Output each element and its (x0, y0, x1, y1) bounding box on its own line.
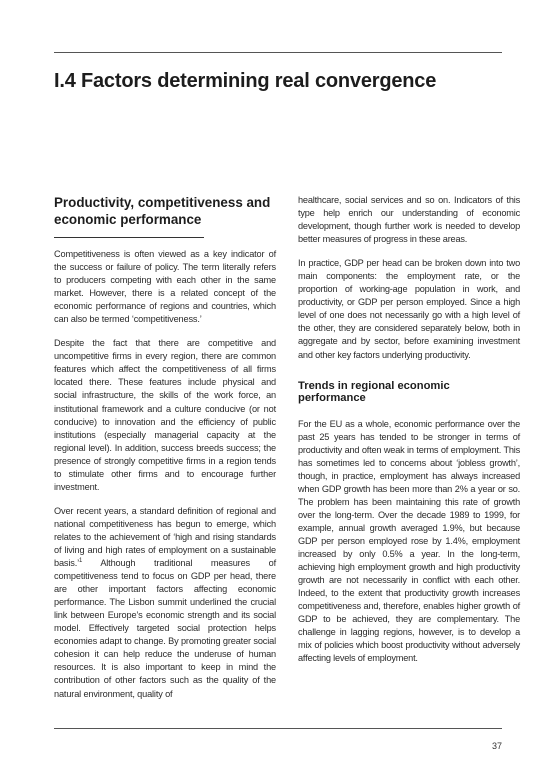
paragraph (54, 505, 276, 701)
chapter-title: I.4 Factors determining real convergence (54, 70, 437, 92)
heading-rule (54, 237, 204, 238)
footnote-marker[interactable]: 1 (79, 557, 83, 564)
paragraph: healthcare, social services and so on. Indicators of this type help enrich our understanding of economic development, though further work is needed to develop better measures of progress in these areas. (298, 195, 520, 245)
section-heading: Productivity, competitiveness and economic performance (54, 195, 271, 227)
right-column (298, 194, 520, 676)
bottom-rule (54, 728, 502, 729)
paragraph: In practice, GDP per head can be broken down into two main components: the employment rate, or the proportion of working-age population in work, and productivity, or GDP per person employed. Since a high level of one does not necessarily go with a high level of the other, they are considered separately below, both in aggregate and by sector, before examining investment and other key factors underlying productivity. (298, 258, 520, 360)
paragraph-text: Although traditional measures of competitiveness tend to focus on GDP per head, there are other important factors affecting economic performance. The Lisbon summit underlined the crucial link between Europe’s economic strength and its social model. Effectively targeted social protection helps economies adapt to change. By promoting greater social cohesion it can help reduce the underuse of human resources. It is also important to keep in mind the contribution of other factors such as the quality of the natural environment, quality of (54, 558, 276, 699)
page-number: 37 (491, 741, 502, 751)
paragraph: Competitiveness is often viewed as a key indicator of the success or failure of policy. The term literally refers to producers competing with each other in the same market. However, there is a related concept of the economic performance of regions and countries, which can also be termed ‘competitiveness.’ (54, 249, 276, 325)
left-column (54, 194, 276, 712)
paragraph: Despite the fact that there are competitive and uncompetitive firms in every region, there are common features which affect the competitiveness of all firms located there. These features include physical and social infrastructure, the skills of the work force, an institutional framework and a culture conducive (or not conducive) to innovation and the efficiency of public institutions (especially managerial capacity at the regional level). In addition, success breeds success; the presence of strongly competitive firms in a region tends to stimulate other firms and to encourage further investment. (54, 338, 276, 492)
paragraph-text: Over recent years, a standard definition of regional and national competitiveness has begun to emerge, which relates to the achievement of ‘high and rising standards of living and high rates of employment on a sustainable basis.’ (54, 505, 276, 569)
paragraph: For the EU as a whole, economic performance over the past 25 years has tended to be stronger in terms of productivity and often weak in terms of employment. This has sometimes led to concerns about ‘jobless growth’, though, in practice, employment has always increased when GDP growth has been more than 2% a year or so. The problem has been maintaining this rate of growth over the long-term. Over the decade 1989 to 1999, for example, annual growth averaged 1.9%, but because GDP per person employed rose by 1.4%, employment increased by only 0.5% a year. In the long-term, achieving high employment growth and high productivity growth are not necessarily in conflict with each other. Indeed, to the extent that productivity growth increases competitiveness and, therefore, enables higher growth of GDP to be achieved, they are complementary. The challenge in lagging regions, however, is to develop a mix of policies which boost productivity without adversely affecting levels of employment. (298, 418, 520, 664)
sub-heading: Trends in regional economic performance (298, 379, 450, 404)
top-rule (54, 52, 502, 53)
